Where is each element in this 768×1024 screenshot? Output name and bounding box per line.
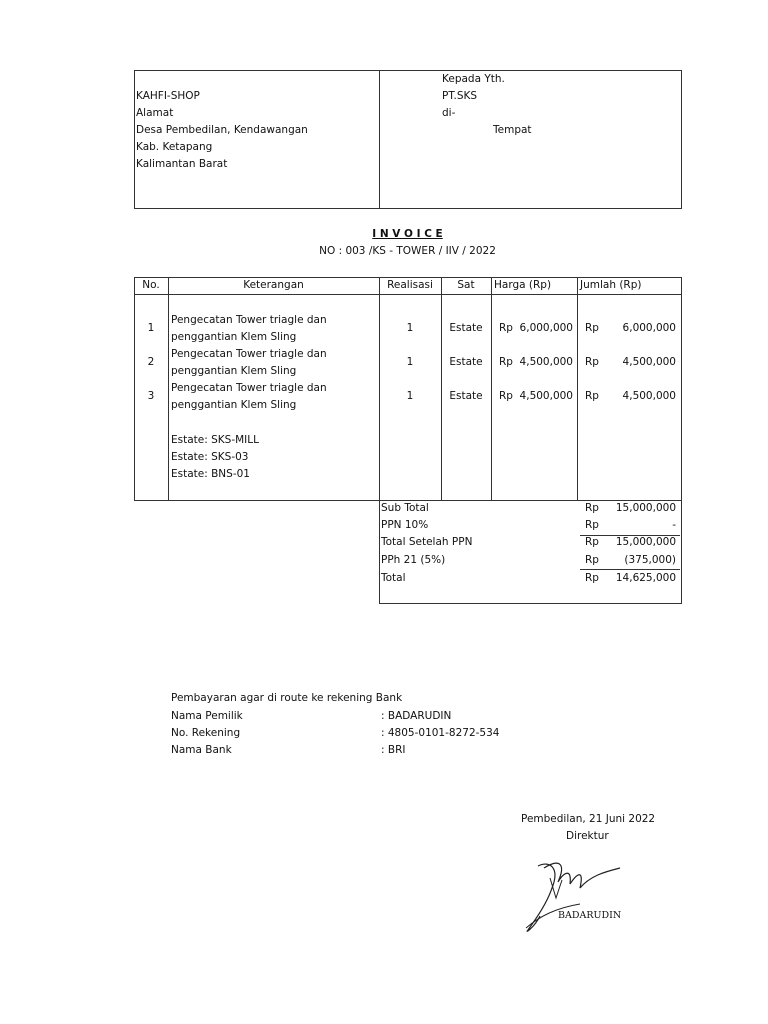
row-price: 4,500,000 [519,390,573,402]
summary-value: 15,000,000 [615,502,676,514]
col-divider-3 [441,277,442,501]
seller-name: KAHFI-SHOP [136,90,200,102]
row-description-line1: Pengecatan Tower triagle dan [171,348,327,360]
row-quantity: 1 [406,322,414,334]
summary-currency: Rp [585,572,599,584]
invoice-number: NO : 003 /KS - TOWER / IIV / 2022 [319,245,496,257]
seller-address-label: Alamat [136,107,174,119]
summary-value: 15,000,000 [615,536,676,548]
row-description-line1: Pengecatan Tower triagle dan [171,314,327,326]
summary-label: Total [381,572,406,584]
seller-address-line1: Desa Pembedilan, Kendawangan [136,124,308,136]
row-price-currency: Rp [499,390,513,402]
row-description-line2: penggantian Klem Sling [171,399,297,411]
row-price: 6,000,000 [519,322,573,334]
col-divider-4 [491,277,492,501]
summary-value: - [672,519,676,531]
signature-position: Direktur [566,830,609,842]
handwritten-signature [520,858,630,938]
payment-value: : BRI [381,744,406,756]
recipient-place: Tempat [493,124,532,136]
estate-label: Estate: BNS-01 [171,468,250,480]
row-unit: Estate [449,322,483,334]
row-amount: 6,000,000 [622,322,676,334]
summary-label: Sub Total [381,502,429,514]
row-unit: Estate [449,356,483,368]
row-quantity: 1 [406,390,414,402]
payment-value: : 4805-0101-8272-534 [381,727,500,739]
col-divider-2 [379,277,380,501]
row-amount-currency: Rp [585,390,599,402]
seller-address-line2: Kab. Ketapang [136,141,213,153]
payment-label: Nama Pemilik [171,710,243,722]
summary-currency: Rp [585,554,599,566]
col-divider-5 [577,277,578,501]
recipient-salutation: Kepada Yth. [442,73,505,85]
estate-label: Estate: SKS-MILL [171,434,259,446]
col-header-jumlah: Jumlah (Rp) [580,279,642,291]
row-amount: 4,500,000 [622,390,676,402]
col-header-no: No. [142,279,160,291]
row-quantity: 1 [406,356,414,368]
summary-label: PPN 10% [381,519,429,531]
payment-label: No. Rekening [171,727,241,739]
summary-currency: Rp [585,536,599,548]
recipient-di: di- [442,107,456,119]
summary-value: (375,000) [624,554,676,566]
row-unit: Estate [449,390,483,402]
row-description-line1: Pengecatan Tower triagle dan [171,382,327,394]
row-no: 2 [147,356,155,368]
payment-value: : BADARUDIN [381,710,452,722]
row-price-currency: Rp [499,322,513,334]
signature-name: BADARUDIN [558,910,622,921]
row-price: 4,500,000 [519,356,573,368]
row-amount-currency: Rp [585,322,599,334]
row-no: 1 [147,322,155,334]
summary-label: PPh 21 (5%) [381,554,446,566]
summary-label: Total Setelah PPN [381,536,473,548]
row-amount-currency: Rp [585,356,599,368]
payment-label: Nama Bank [171,744,232,756]
col-header-realisasi: Realisasi [387,279,433,291]
summary-value: 14,625,000 [615,572,676,584]
summary-underline [580,569,680,570]
row-description-line2: penggantian Klem Sling [171,365,297,377]
items-header-line [134,294,682,295]
recipient-company: PT.SKS [442,90,478,102]
col-header-harga: Harga (Rp) [494,279,552,291]
col-divider-1 [168,277,169,501]
row-description-line2: penggantian Klem Sling [171,331,297,343]
payment-intro: Pembayaran agar di route ke rekening Bank [171,692,403,704]
summary-currency: Rp [585,519,599,531]
seller-address-line3: Kalimantan Barat [136,158,228,170]
row-no: 3 [147,390,155,402]
signature-place-date: Pembedilan, 21 Juni 2022 [521,813,656,825]
header-divider [379,70,380,209]
estate-label: Estate: SKS-03 [171,451,249,463]
col-header-sat: Sat [457,279,475,291]
col-header-keterangan: Keterangan [243,279,304,291]
summary-currency: Rp [585,502,599,514]
summary-box [379,500,682,604]
invoice-title: I N V O I C E [372,228,443,240]
row-price-currency: Rp [499,356,513,368]
row-amount: 4,500,000 [622,356,676,368]
header-box [134,70,682,209]
